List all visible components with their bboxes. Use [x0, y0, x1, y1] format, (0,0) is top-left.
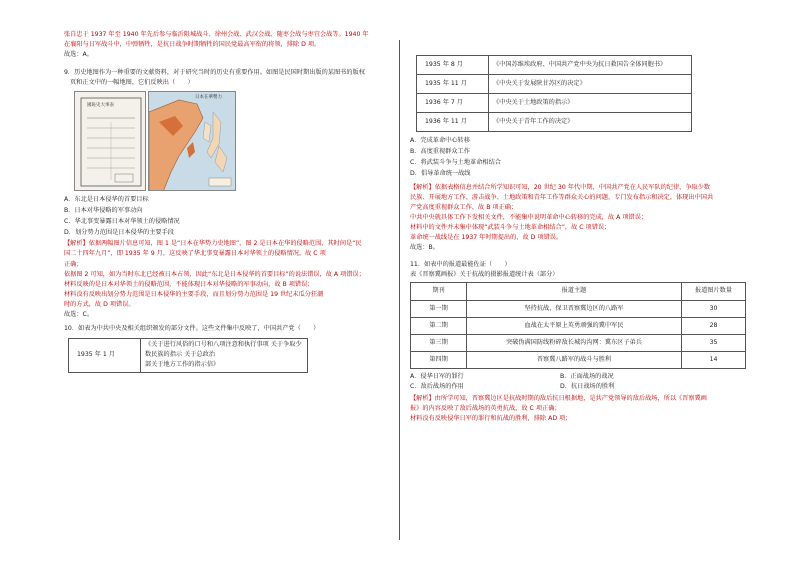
- col-header: 期刊: [411, 282, 467, 300]
- q9-figures: [74, 91, 392, 191]
- q11-stem: 11．如表中的报道最能佐证（ ）: [410, 260, 511, 268]
- doc-date: 1935 年 8 月: [417, 56, 489, 75]
- doc-title: 《中央关于青年工作的决定》: [489, 113, 692, 132]
- q9-analysis: [64, 239, 392, 309]
- q9-stem: 9．历史地图作为一种重要的文献资料，对于研究当时的历史有重要作用。如图是民国时期出版的某图书的版权: [64, 69, 365, 77]
- count-cell: 28: [682, 317, 746, 334]
- doc-title-line: 《关于进行风俗的口号和八项注意和执行事项 关于争取少数民族的指示 关于总政治: [145, 341, 302, 359]
- count-cell: 14: [682, 351, 746, 368]
- q11-options: [410, 372, 748, 392]
- col-header: 报道主题: [467, 282, 682, 300]
- q9-option-c: C．华北事变暴露日本对华领土的侵略情况: [64, 218, 180, 226]
- q10-analysis-line: 材料中的文件并未集中体现“武装斗争与土地革命相结合”，故 C 项错误；: [410, 224, 611, 232]
- question-10: [64, 324, 392, 373]
- q10-option-b: B．高度重视群众工作: [410, 148, 470, 156]
- issue-cell: 第三期: [411, 334, 467, 351]
- q10-options: [410, 136, 748, 179]
- q8-answer: 故选：A。: [64, 51, 93, 59]
- table-row: [411, 351, 746, 368]
- q11-report-table: [410, 282, 746, 369]
- issue-cell: 第一期: [411, 300, 467, 317]
- col-header: 报道图片数量: [682, 282, 746, 300]
- table-row: [411, 300, 746, 317]
- q9-analysis-line: 正确；: [64, 260, 83, 268]
- q10-stem: 10．如表为中共中央及相关组织颁发的部分文件。这些文件集中反映了，中国共产党（ ）: [64, 324, 320, 332]
- table-row: [417, 75, 692, 94]
- q10-table-part2: [416, 55, 692, 132]
- table-row: [417, 94, 692, 113]
- copyright-page-title: 國恥史大事表: [87, 103, 114, 109]
- q10-analysis-line: 民族、开展地方工作、游击战争、土地政策和青年工作等群众关心的问题，专门发布指示和决定，体现出中国共: [410, 194, 714, 202]
- q10-analysis-line: 中共中央就具体工作下发相关文件，不能集中说明革命中心转移的完成，故 A 项错误；: [410, 214, 648, 222]
- topic-cell: 坚持抗战，保卫晋察冀边区的八路军: [467, 300, 682, 317]
- q10-analysis-line: 革命统一战线是在 1937 年时期提出的，故 D 项错误。: [410, 234, 563, 242]
- q9-option-d: D．划分势力范围是日本侵华的主要手段: [64, 229, 174, 237]
- doc-date: 1936 年 7 月: [417, 94, 489, 113]
- issue-cell: 第二期: [411, 317, 467, 334]
- doc-title: 《中央关于发展陕甘苏区的决定》: [489, 75, 692, 94]
- doc-title-line: 部关于地方工作的指示信》: [145, 361, 220, 369]
- q11-option-c: C．敌后战场的作用: [410, 382, 464, 390]
- q9-analysis-line: 依据图 2 可知，如为当时东北已经被日本占领，因此“东北是日本侵华的首要目标”的说法错误，故 A 项错误；: [64, 270, 365, 278]
- q10-answer: 故选：B。: [410, 244, 439, 252]
- right-column: [410, 55, 748, 428]
- map-caption: 日本在華勢力: [195, 95, 222, 101]
- table-row: [411, 317, 746, 334]
- doc-title: 《中国苏维埃政府、中国共产党中央为抗日救国告全体同胞书》: [489, 56, 692, 75]
- q11-option-row: [410, 382, 748, 392]
- q11-analysis: [410, 394, 748, 424]
- q9-analysis-line: 材料没有反映出划分势力范围是日本侵华的主要手段，而且划分势力范围是 19 世纪末瓜分狂潮: [64, 290, 324, 298]
- doc-date: 1935 年 1 月: [69, 338, 141, 372]
- q9-stem: 页和正文中的一幅地图，它们反映出（ ）: [70, 79, 194, 87]
- column-divider: [399, 40, 400, 540]
- q8-analysis-line: 张自忠于 1937 年至 1940 年先后参与临沂阻城战斗、徐州会战、武汉会战、随枣会战与枣宜会战等。1940 年: [64, 31, 369, 38]
- q11-option-row: [410, 372, 748, 382]
- q9-analysis-line: 国二十四年九月”，即 1935 年 9 月，这反映了华北事变暴露日本对华领土的侵略情况，故 C 项: [64, 250, 326, 258]
- topic-cell: 突破伪满国防线粉碎敌长城沟沟网：冀东区子弟兵: [467, 334, 682, 351]
- q8-tail: [64, 30, 392, 60]
- topic-cell: 晋察冀八路军的战斗与胜利: [467, 351, 682, 368]
- doc-title: 《中央关于土地政策的指示》: [489, 94, 692, 113]
- table-row: [417, 113, 692, 132]
- question-11: [410, 260, 748, 424]
- q9-answer: 故选：C。: [64, 310, 94, 318]
- q11-analysis-line: 【解析】由所学可知，晋察冀边区是抗战时期的敌后抗日根据地，是共产党领导的敌后战场，所以《晋察冀画: [410, 394, 707, 402]
- q11-option-a: A．侵华日军的罪行: [410, 372, 464, 380]
- q11-analysis-line: 报》的内容反映了敌后战场的英勇抗战，故 C 项正确；: [410, 404, 561, 412]
- q8-analysis-line: 在襄阳与日军战斗中，中弹牺牲，是抗日战争时期牺牲的国民党最高军衔的将领，排除 D 项。: [64, 41, 321, 49]
- q10-analysis-line: 产党高度重视群众工作，故 B 项正确；: [410, 204, 518, 212]
- left-column: [64, 30, 392, 377]
- table-row: [69, 338, 308, 372]
- q11-analysis-line: 材料没有反映侵华日军的罪行和抗战的胜利，排除 AD 项；: [410, 414, 572, 422]
- table-row: [411, 334, 746, 351]
- q11-option-d: D．抗日战场的胜利: [560, 382, 615, 390]
- q10-option-a: A．完成革命中心转移: [410, 137, 470, 144]
- issue-cell: 第四期: [411, 351, 467, 368]
- q9-analysis-line: 材料反映的是日本对华领土的侵略范围，不能体现日本对华侵略的军事动向，故 B 项错误；: [64, 280, 314, 288]
- q11-option-b: B．正面战场的战况: [560, 372, 614, 380]
- table-row: [417, 56, 692, 75]
- topic-cell: 血战在太平原上英勇顽强的冀中军民: [467, 317, 682, 334]
- doc-date: 1935 年 11 月: [417, 75, 489, 94]
- q9-analysis-line: 时的方式，故 D 项错误。: [64, 300, 135, 308]
- count-cell: 30: [682, 300, 746, 317]
- doc-date: 1936 年 11 月: [417, 113, 489, 132]
- q11-table-title: 表《晋察冀画报》关于抗战的摄影报道统计表（部分）: [410, 270, 559, 278]
- q10-option-d: D．倡导革命统一战线: [410, 170, 471, 178]
- count-cell: 35: [682, 334, 746, 351]
- copyright-page-image: [74, 91, 146, 191]
- doc-title: [141, 338, 308, 372]
- q9-option-a: A．东北是日本侵华的首要目标: [64, 196, 149, 204]
- q10-analysis: [410, 183, 748, 253]
- question-9: [64, 68, 392, 320]
- q10-table-part1: [68, 338, 308, 373]
- japan-influence-map-image: [148, 91, 236, 191]
- q9-analysis-line: 【解析】依据两幅图片信息可知，图 1 是“日本在华势力史地图”，图 2 是日本在华的侵略范围，其时间是“民: [64, 240, 362, 248]
- q10-analysis-line: 【解析】依据表格信息并结合所学知识可知，20 世纪 30 年代中期，中国共产党在人民军队的纪律、争取少数: [410, 184, 711, 192]
- q10-option-c: C．将武装斗争与土地革命相结合: [410, 159, 501, 167]
- q9-option-b: B．日本对华侵略的军事动向: [64, 207, 143, 215]
- table-header-row: [411, 282, 746, 300]
